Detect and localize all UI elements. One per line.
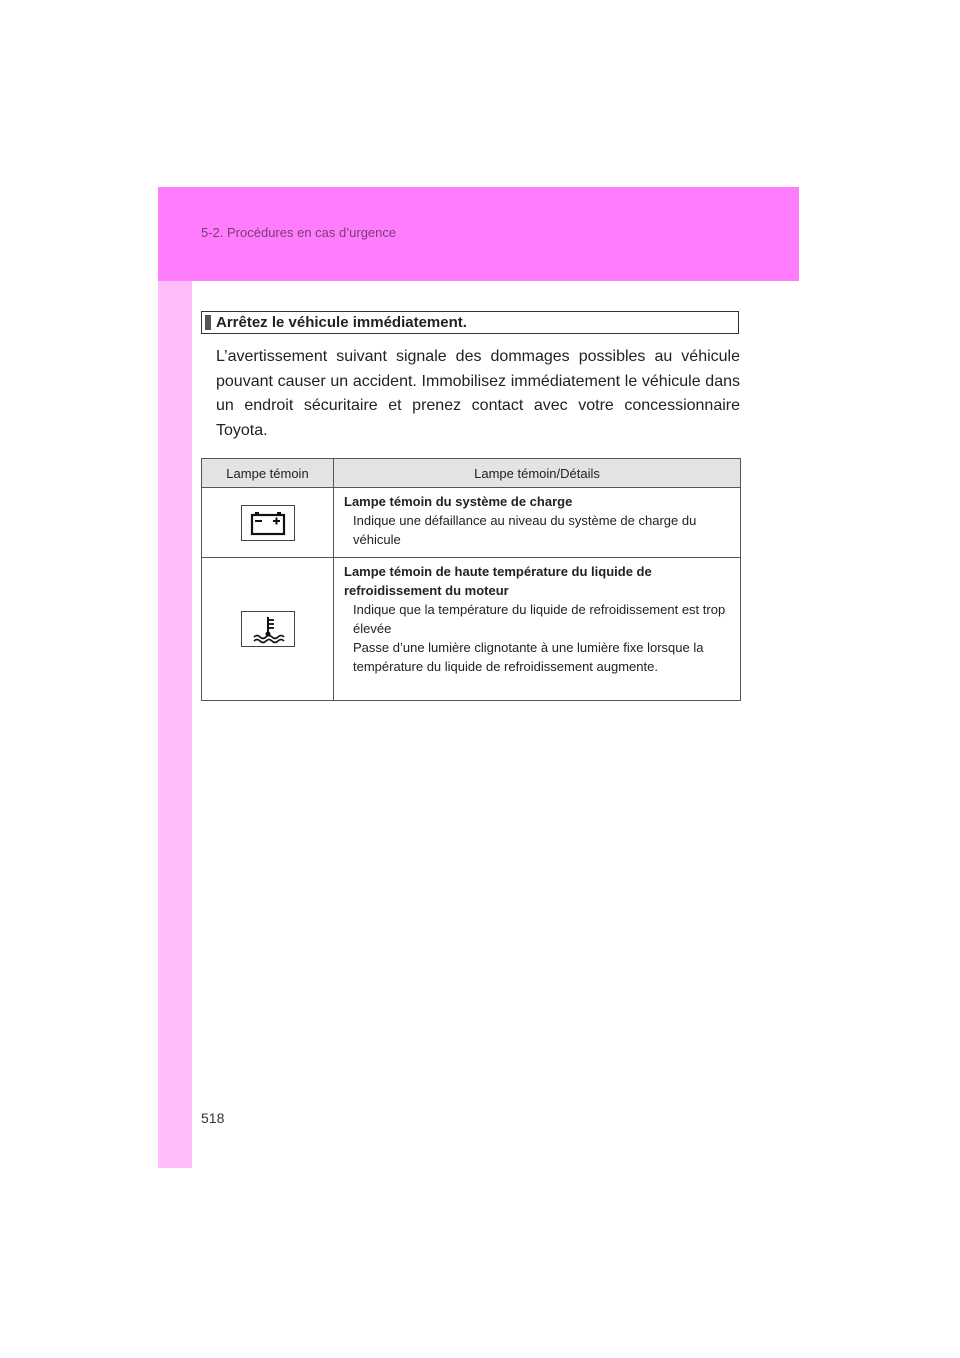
icon-cell — [202, 488, 334, 558]
lamp-title: Lampe témoin du système de charge — [344, 494, 573, 509]
warning-lamp-table — [201, 458, 741, 701]
lamp-title: Lampe témoin de haute température du liquide de refroidissement du moteur — [344, 564, 652, 598]
column-header-details: Lampe témoin/Détails — [334, 459, 741, 488]
table-row — [202, 558, 741, 701]
intro-paragraph: L’avertissement suivant signale des dommages possibles au véhicule pouvant causer un accident. Immobilisez immédiatement le véhicule dans un endroit sécuritaire et prenez contact avec votre concessionnaire Toyota. — [216, 348, 740, 439]
page-side-strip — [158, 187, 192, 1168]
table-header-row — [202, 459, 741, 488]
heading-text: Arrêtez le véhicule immédiatement. — [216, 314, 467, 331]
section-heading — [201, 311, 739, 334]
column-header-lamp: Lampe témoin — [202, 459, 334, 488]
table-row — [202, 488, 741, 558]
description-cell — [334, 488, 741, 558]
page-number: 518 — [201, 1110, 225, 1126]
lamp-detail: Indique une défaillance au niveau du système de charge du véhicule — [353, 513, 697, 547]
lamp-detail: Indique que la température du liquide de refroidissement est trop élevée — [353, 602, 726, 636]
coolant-temperature-icon — [241, 611, 295, 647]
battery-icon — [241, 505, 295, 541]
icon-cell — [202, 558, 334, 701]
lamp-detail: Passe d’une lumière clignotante à une lumière fixe lorsque la température du liquide de refroidissement augmente. — [353, 640, 704, 674]
heading-marker — [205, 315, 211, 330]
description-cell — [334, 558, 741, 701]
section-label: 5-2. Procédures en cas d’urgence — [201, 225, 397, 240]
